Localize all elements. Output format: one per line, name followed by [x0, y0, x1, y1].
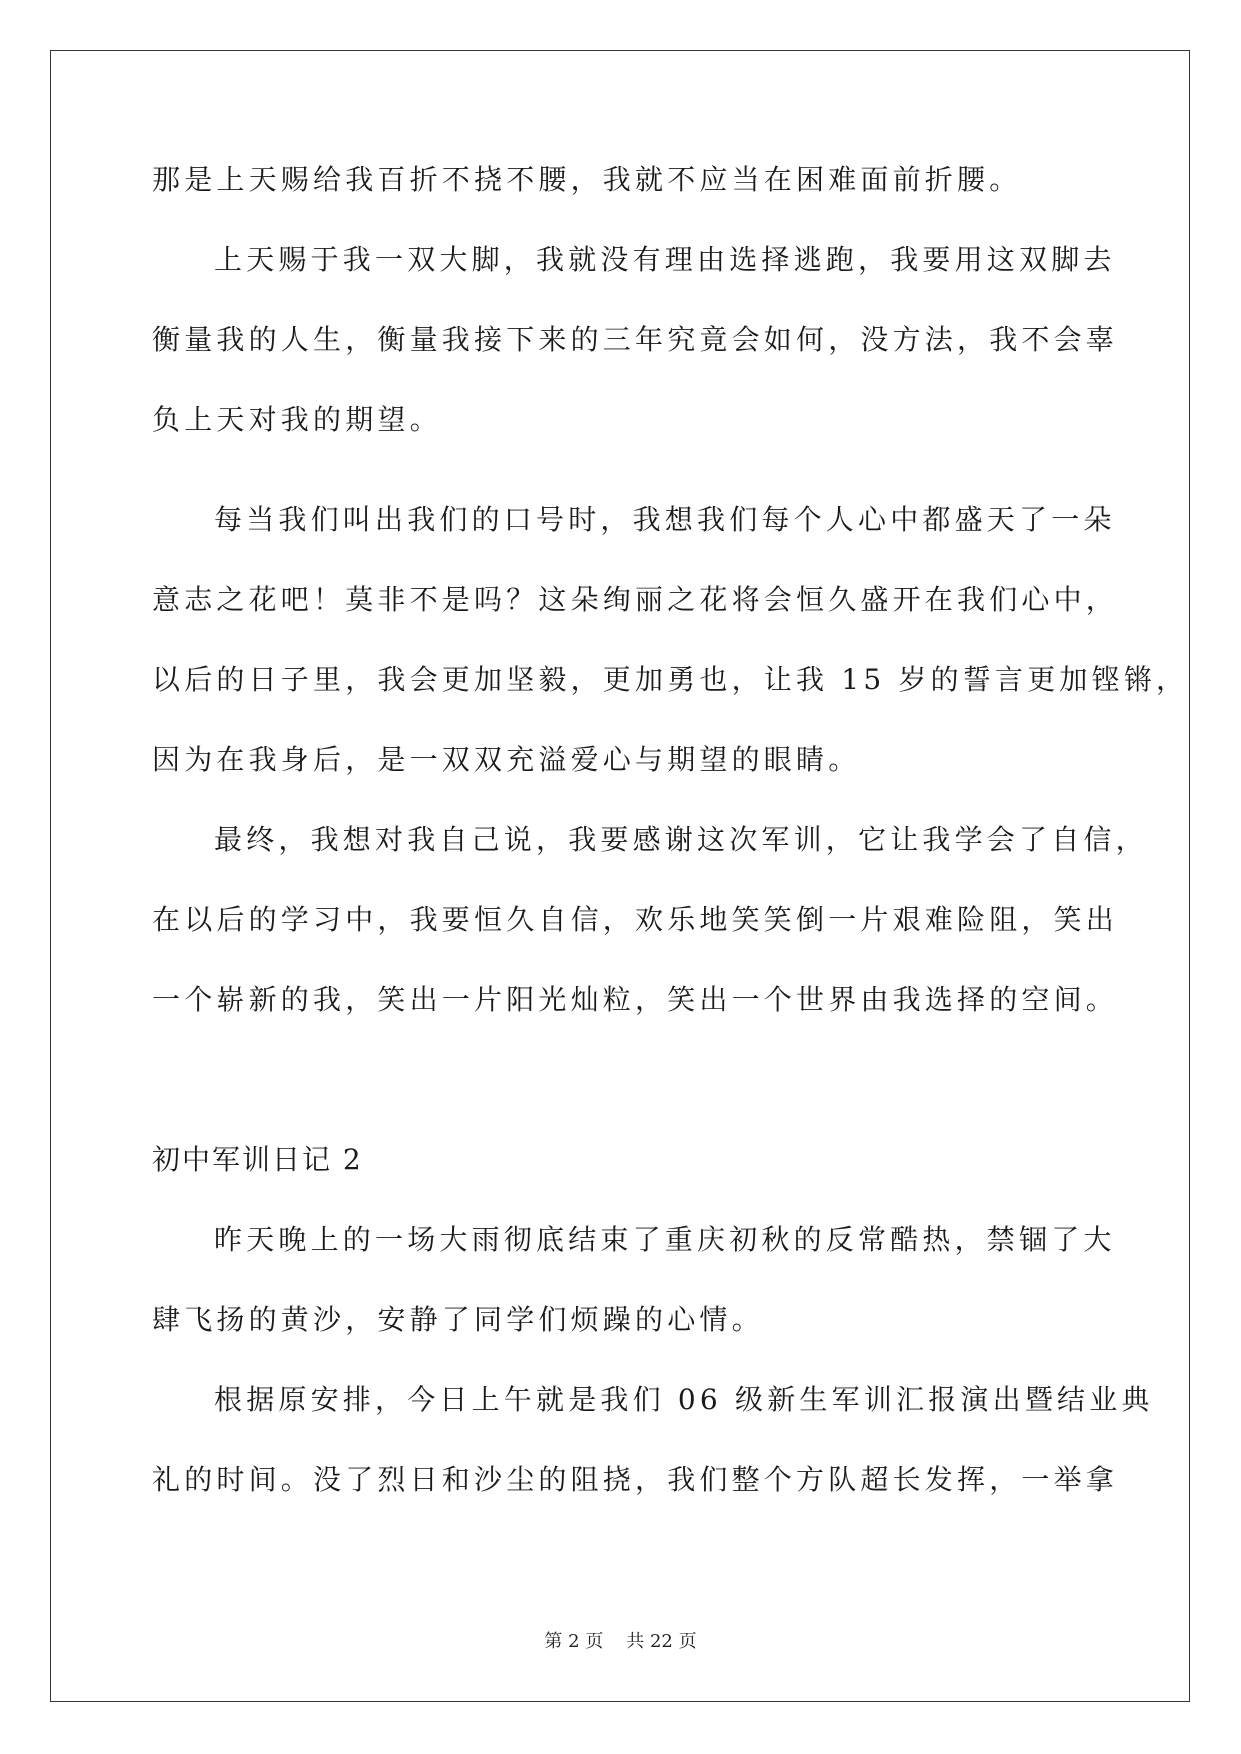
text-line: 一个崭新的我，笑出一片阳光灿粒，笑出一个世界由我选择的空间。 [152, 983, 1119, 1016]
text-line: 根据原安排，今日上午就是我们 06 级新生军训汇报演出暨结业典 [214, 1383, 1154, 1416]
page-frame [50, 50, 1190, 1702]
text-line: 昨天晚上的一场大雨彻底结束了重庆初秋的反常酷热，禁锢了大 [214, 1223, 1116, 1256]
text-line: 因为在我身后，是一双双充溢爱心与期望的眼睛。 [152, 743, 861, 776]
text-line: 在以后的学习中，我要恒久自信，欢乐地笑笑倒一片艰难险阻，笑出 [152, 903, 1119, 936]
total-pages: 共 22 页 [626, 1631, 697, 1652]
text-line: 衡量我的人生，衡量我接下来的三年究竟会如何，没方法，我不会辜 [152, 323, 1119, 356]
text-line: 上天赐于我一双大脚，我就没有理由选择逃跑，我要用这双脚去 [214, 243, 1116, 276]
page-number: 第 2 页 [544, 1631, 604, 1652]
text-line: 最终，我想对我自己说，我要感谢这次军训，它让我学会了自信， [214, 823, 1148, 856]
text-line: 礼的时间。没了烈日和沙尘的阻挠，我们整个方队超长发挥，一举拿 [152, 1463, 1119, 1496]
text-line: 那是上天赐给我百折不挠不腰，我就不应当在困难面前折腰。 [152, 163, 1022, 196]
text-line: 负上天对我的期望。 [152, 403, 442, 436]
page-footer [0, 1630, 1241, 1654]
text-line: 肆飞扬的黄沙，安静了同学们烦躁的心情。 [152, 1303, 764, 1336]
section-heading: 初中军训日记 2 [152, 1143, 363, 1176]
text-line: 意志之花吧！莫非不是吗？这朵绚丽之花将会恒久盛开在我们心中， [152, 583, 1119, 616]
text-line: 以后的日子里，我会更加坚毅，更加勇也，让我 15 岁的誓言更加铿锵， [152, 663, 1189, 696]
text-line: 每当我们叫出我们的口号时，我想我们每个人心中都盛天了一朵 [214, 503, 1116, 536]
